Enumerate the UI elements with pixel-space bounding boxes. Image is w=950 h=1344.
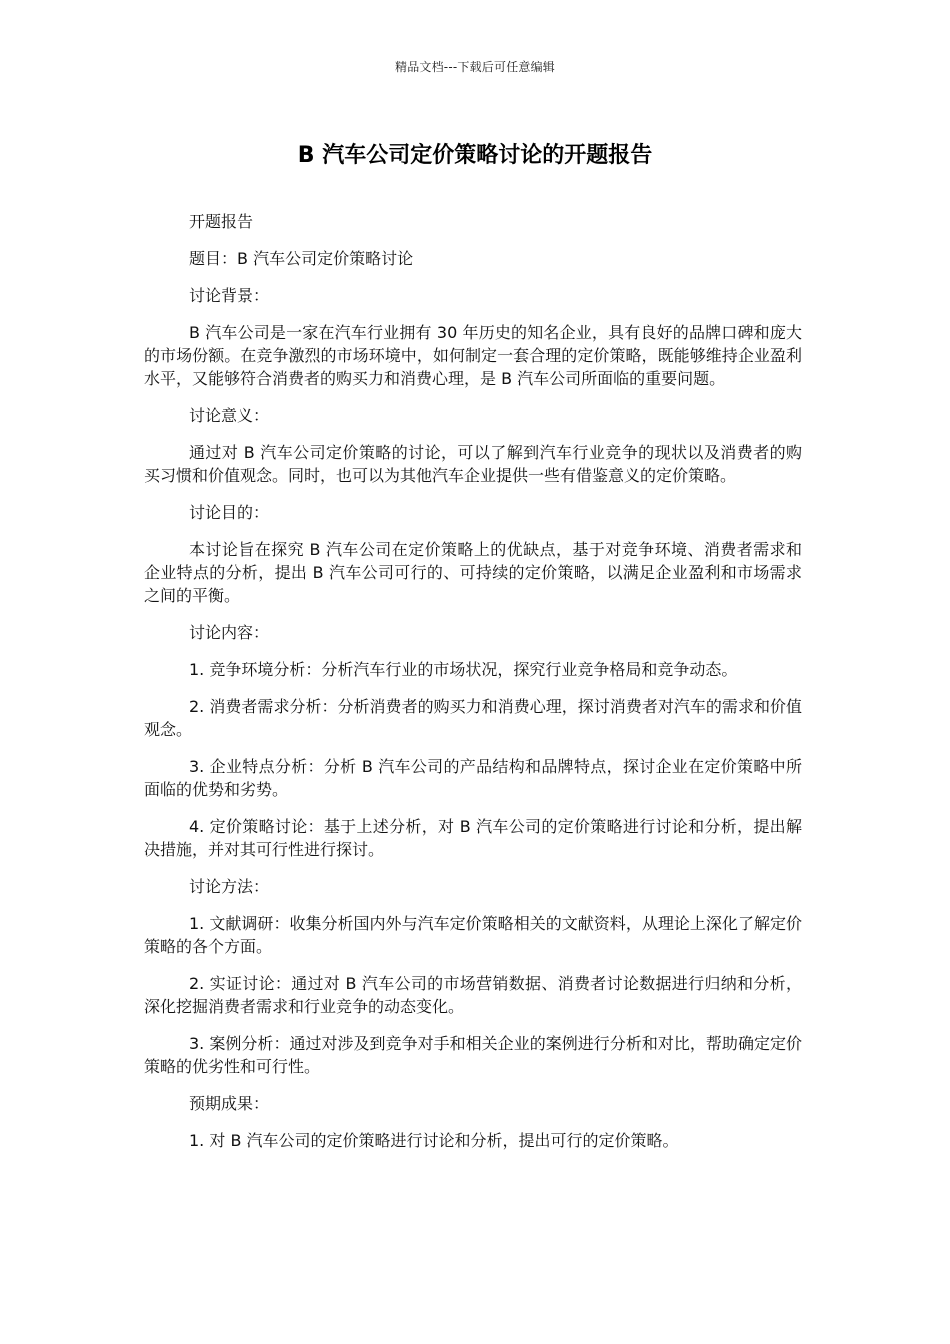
paragraph-report-label: 开题报告 bbox=[189, 212, 254, 231]
header-note: 精品文档---下载后可任意编辑 bbox=[395, 60, 555, 74]
heading-content: 讨论内容： bbox=[189, 623, 270, 642]
paragraph-significance: 通过对 B 汽车公司定价策略的讨论，可以了解到汽车行业竞争的现状以及消费者的购买习惯和价值观念。同时，也可以为其他汽车企业提供一些有借鉴意义的定价策略。 bbox=[144, 443, 802, 485]
list-item-method-3: 3. 案例分析：通过对涉及到竞争对手和相关企业的案例进行分析和对比，帮助确定定价策略的优劣性和可行性。 bbox=[144, 1034, 802, 1076]
list-item-method-2: 2. 实证讨论：通过对 B 汽车公司的市场营销数据、消费者讨论数据进行归纳和分析，深化挖掘消费者需求和行业竞争的动态变化。 bbox=[144, 974, 802, 1016]
heading-methods: 讨论方法： bbox=[189, 877, 270, 896]
document-body bbox=[144, 210, 802, 1166]
paragraph-topic: 题目：B 汽车公司定价策略讨论 bbox=[189, 249, 414, 268]
document-title: B 汽车公司定价策略讨论的开题报告 bbox=[297, 143, 653, 168]
paragraph-background: B 汽车公司是一家在汽车行业拥有 30 年历史的知名企业，具有良好的品牌口碑和庞大的市场份额。在竞争激烈的市场环境中，如何制定一套合理的定价策略，既能够维持企业盈利水平，又能够符合消费者的购买力和消费心理，是 B 汽车公司所面临的重要问题。 bbox=[144, 323, 802, 388]
list-item-content-4: 4. 定价策略讨论：基于上述分析，对 B 汽车公司的定价策略进行讨论和分析，提出解决措施，并对其可行性进行探讨。 bbox=[144, 817, 802, 859]
heading-significance: 讨论意义： bbox=[189, 406, 270, 425]
heading-purpose: 讨论目的： bbox=[189, 503, 270, 522]
list-item-result-1: 1. 对 B 汽车公司的定价策略进行讨论和分析，提出可行的定价策略。 bbox=[189, 1131, 679, 1150]
heading-expected-results: 预期成果： bbox=[189, 1094, 270, 1113]
paragraph-purpose: 本讨论旨在探究 B 汽车公司在定价策略上的优缺点，基于对竞争环境、消费者需求和企业特点的分析，提出 B 汽车公司可行的、可持续的定价策略，以满足企业盈利和市场需求之间的平衡。 bbox=[144, 540, 802, 605]
list-item-method-1: 1. 文献调研：收集分析国内外与汽车定价策略相关的文献资料，从理论上深化了解定价策略的各个方面。 bbox=[144, 914, 802, 956]
heading-background: 讨论背景： bbox=[189, 286, 270, 305]
list-item-content-1: 1. 竞争环境分析：分析汽车行业的市场状况，探究行业竞争格局和竞争动态。 bbox=[189, 660, 738, 679]
list-item-content-2: 2. 消费者需求分析：分析消费者的购买力和消费心理，探讨消费者对汽车的需求和价值观念。 bbox=[144, 697, 802, 739]
list-item-content-3: 3. 企业特点分析：分析 B 汽车公司的产品结构和品牌特点，探讨企业在定价策略中所面临的优势和劣势。 bbox=[144, 757, 802, 799]
